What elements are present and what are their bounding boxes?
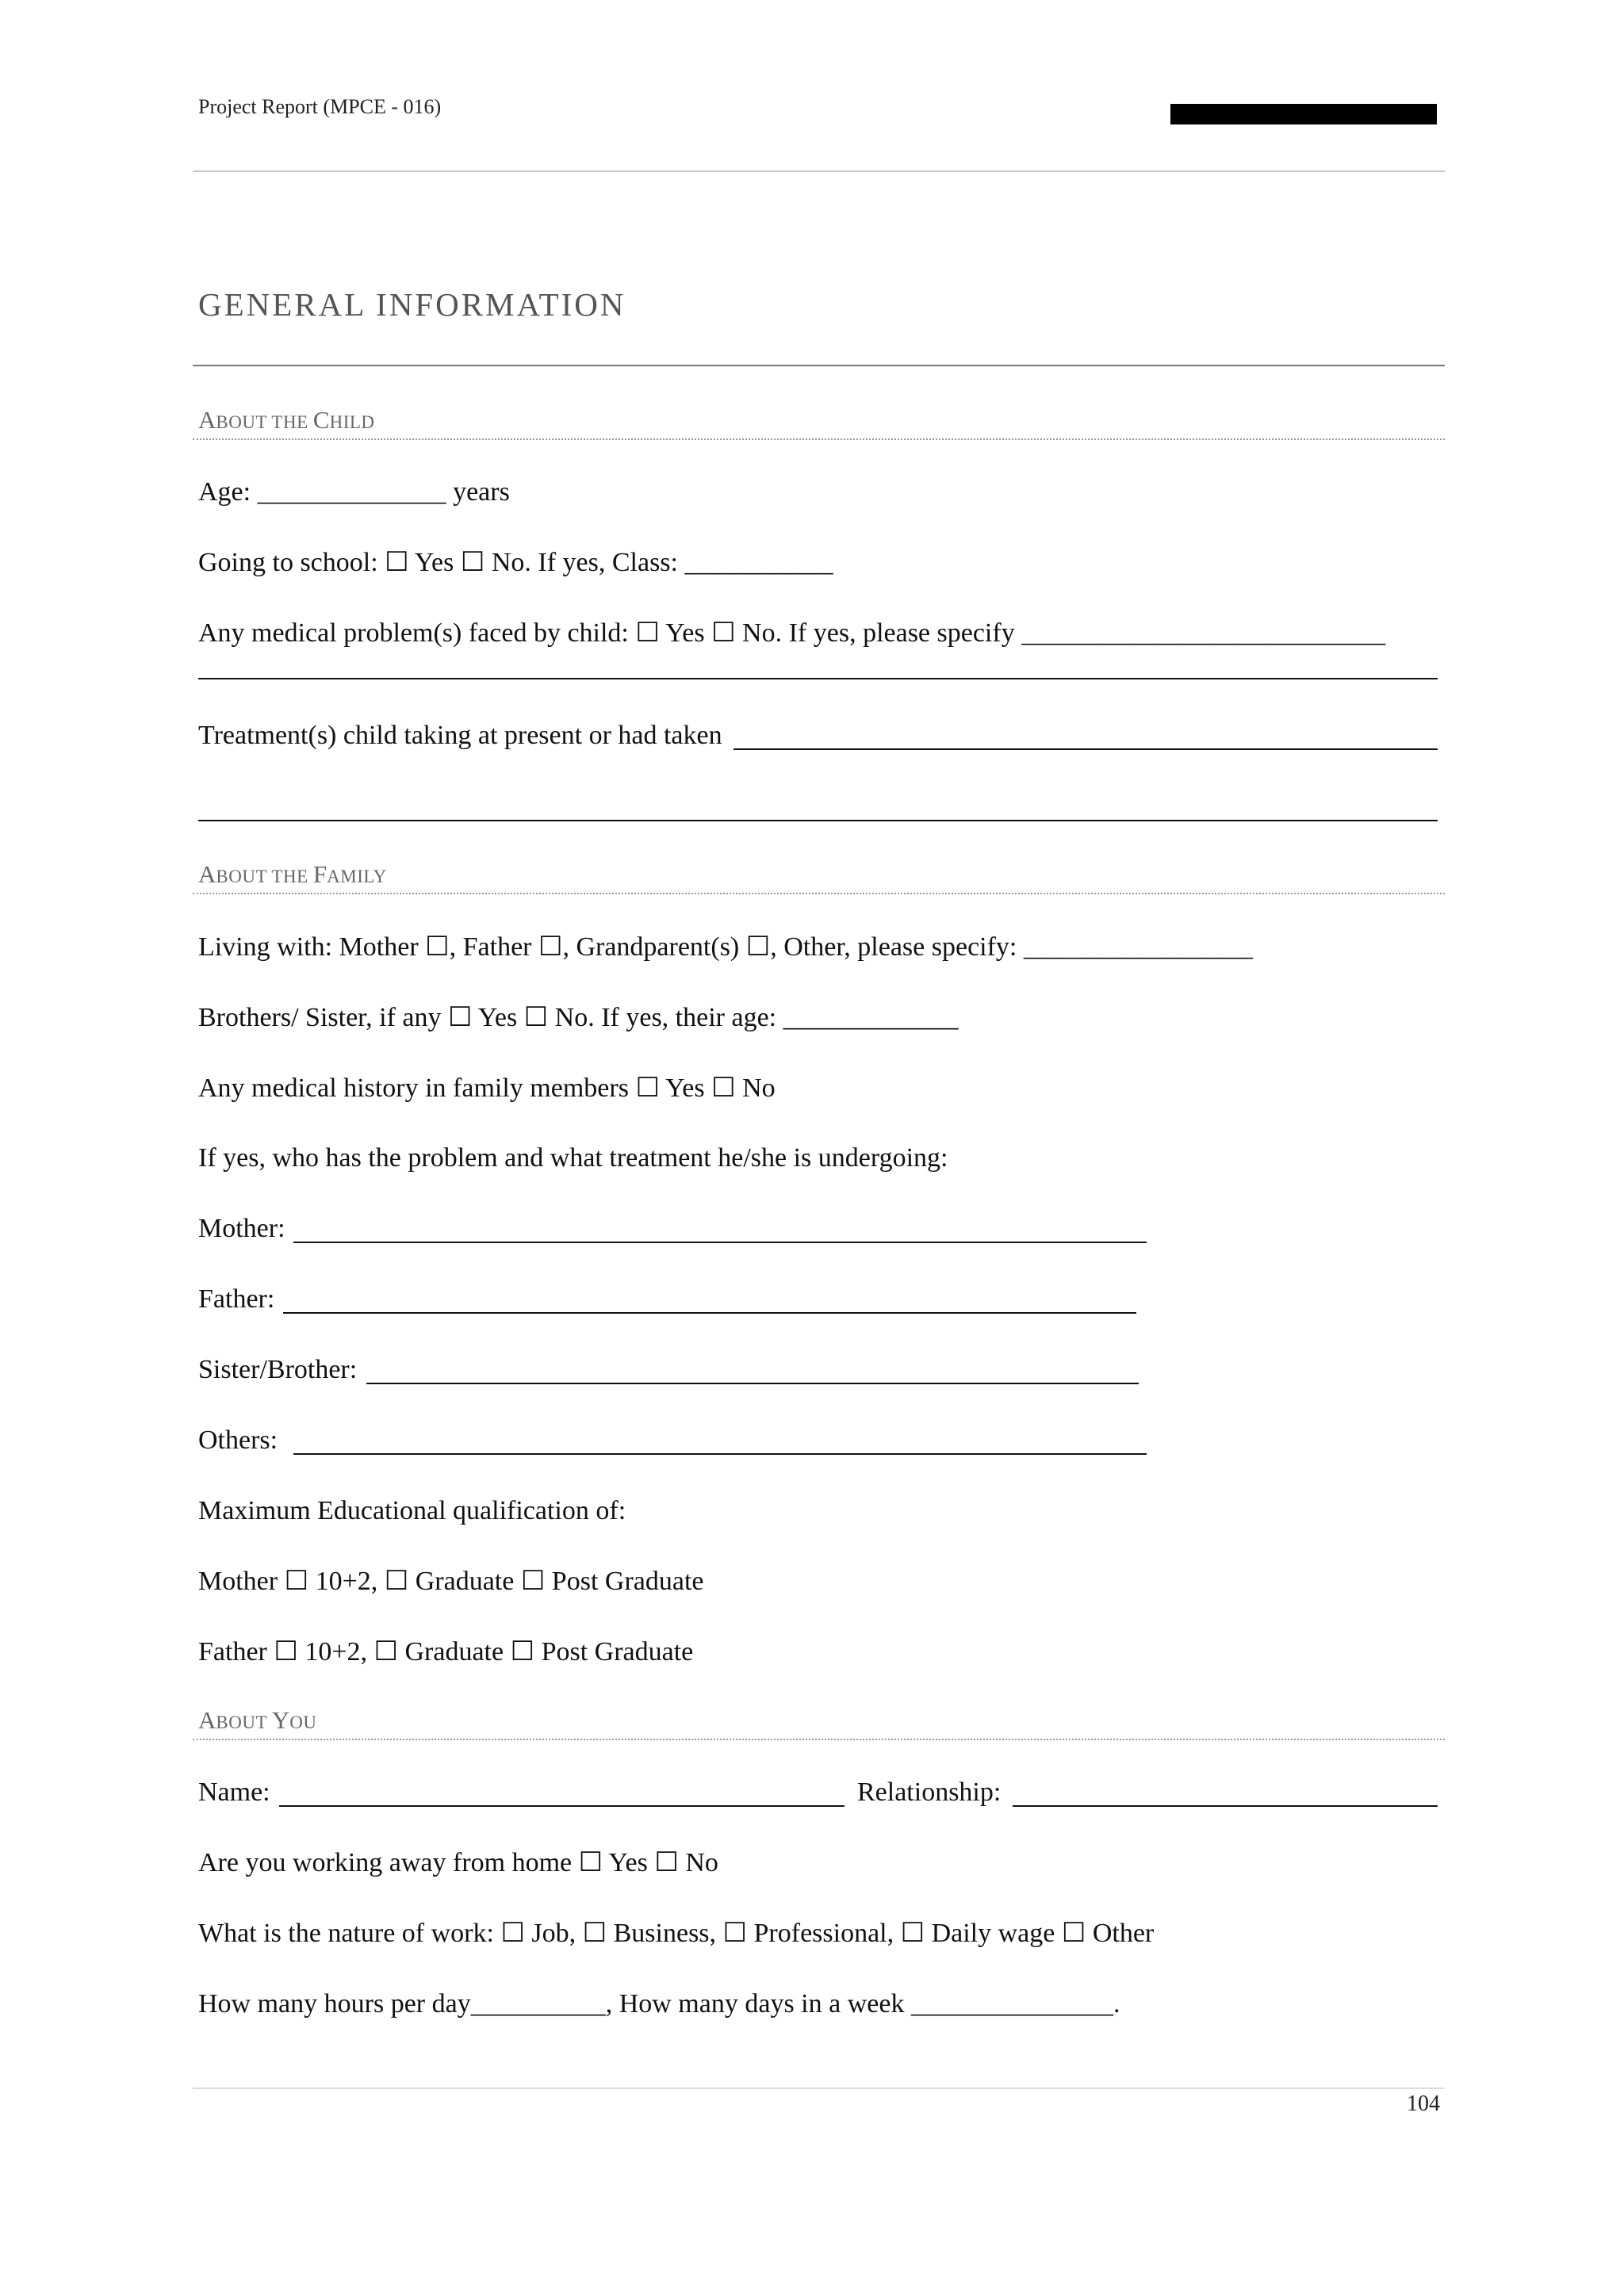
school-field[interactable]: Going to school: ☐ Yes ☐ No. If yes, Class: ___________ <box>198 548 833 577</box>
relationship-line[interactable] <box>1013 1805 1438 1807</box>
answer-line[interactable] <box>198 678 1438 679</box>
section-heading-family: ABOUT THE FAMILY <box>198 860 387 888</box>
family-medical-field[interactable]: Any medical history in family members ☐ Yes ☐ No <box>198 1073 776 1103</box>
father-line[interactable] <box>283 1312 1136 1314</box>
relationship-label: Relationship: <box>857 1777 1002 1807</box>
footer-divider <box>193 2087 1445 2089</box>
name-line[interactable] <box>279 1805 845 1807</box>
others-label: Others: <box>198 1425 278 1455</box>
sister-brother-line[interactable] <box>366 1383 1139 1384</box>
section-heading-you: ABOUT YOU <box>198 1706 317 1734</box>
treatment-label: Treatment(s) child taking at present or had taken <box>198 721 722 750</box>
treatment-line[interactable] <box>733 748 1438 750</box>
if-yes-label: If yes, who has the problem and what treatment he/she is undergoing: <box>198 1143 948 1173</box>
medical-problem-field[interactable]: Any medical problem(s) faced by child: ☐ Yes ☐ No. If yes, please specify ___________________________ <box>198 618 1386 648</box>
page-title: GENERAL INFORMATION <box>198 286 626 323</box>
section-heading-child: ABOUT THE CHILD <box>198 406 375 434</box>
title-divider <box>193 365 1445 366</box>
others-line[interactable] <box>293 1453 1147 1455</box>
max-education-label: Maximum Educational qualification of: <box>198 1496 626 1525</box>
nature-of-work-field[interactable]: What is the nature of work: ☐ Job, ☐ Business, ☐ Professional, ☐ Daily wage ☐ Other <box>198 1919 1155 1948</box>
running-header: Project Report (MPCE - 016) <box>198 95 442 118</box>
sister-brother-label: Sister/Brother: <box>198 1355 358 1384</box>
siblings-field[interactable]: Brothers/ Sister, if any ☐ Yes ☐ No. If yes, their age: _____________ <box>198 1003 959 1032</box>
father-label: Father: <box>198 1284 275 1314</box>
section-divider <box>193 1739 1445 1740</box>
mother-line[interactable] <box>293 1242 1147 1243</box>
section-divider <box>193 893 1445 894</box>
living-with-field[interactable]: Living with: Mother ☐, Father ☐, Grandparent(s) ☐, Other, please specify: _________________ <box>198 932 1253 962</box>
name-label: Name: <box>198 1777 270 1807</box>
page-number: 104 <box>1407 2091 1440 2116</box>
age-field[interactable]: Age: ______________ years <box>198 477 510 507</box>
treatment-line-2[interactable] <box>198 820 1438 821</box>
section-divider <box>193 438 1445 440</box>
header-divider <box>193 170 1445 172</box>
hours-days-field[interactable]: How many hours per day__________, How many days in a week _______________. <box>198 1989 1120 2019</box>
mother-label: Mother: <box>198 1214 285 1243</box>
working-away-field[interactable]: Are you working away from home ☐ Yes ☐ No <box>198 1848 718 1877</box>
father-education-field[interactable]: Father ☐ 10+2, ☐ Graduate ☐ Post Graduate <box>198 1637 694 1667</box>
mother-education-field[interactable]: Mother ☐ 10+2, ☐ Graduate ☐ Post Graduate <box>198 1567 704 1596</box>
redacted-block <box>1170 104 1437 124</box>
